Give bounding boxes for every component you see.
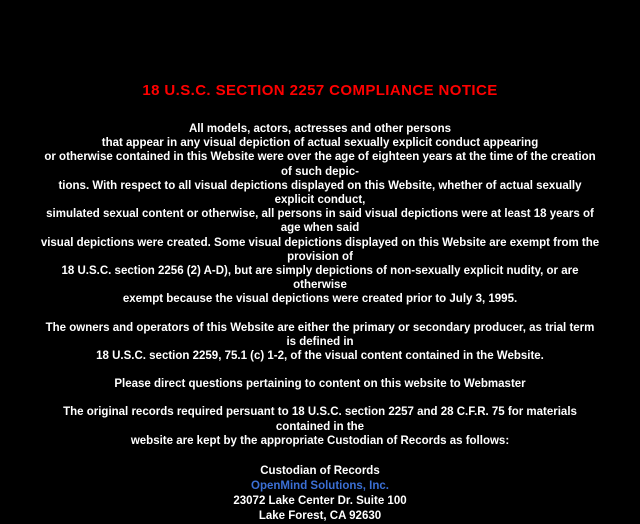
paragraph-records-location (40, 405, 600, 448)
paragraph-line: website are kept by the appropriate Custodian of Records as follows: (130, 434, 510, 447)
paragraph-line: or otherwise contained in this Website were over the age of eighteen years at the time of the creation of such depic- (44, 151, 596, 178)
paragraph-producer-status (40, 321, 600, 364)
paragraph-line: visual depictions were created. Some visual depictions displayed on this Website are exempt from the provision of (40, 236, 600, 263)
paragraph-line: that appear in any visual depiction of actual sexually explicit conduct appearing (101, 137, 539, 150)
paragraph-line: 18 U.S.C. section 2259, 75.1 (c) 1-2, of the visual content contained in the Website. (96, 350, 544, 363)
paragraph-line: The original records required persuant to 18 U.S.C. section 2257 and 28 C.F.R. 75 for materials contained in the (63, 406, 577, 433)
custodian-heading: Custodian of Records (260, 465, 380, 478)
paragraph-line: tions. With respect to all visual depictions displayed on this Website, whether of actual sexually explicit conduct, (58, 179, 582, 207)
paragraph-line: All models, actors, actresses and other persons (188, 123, 452, 135)
paragraph-age-compliance (40, 122, 600, 307)
paragraph-line: exempt because the visual depictions were created prior to July 3, 1995. (122, 293, 518, 306)
page-title: 18 U.S.C. SECTION 2257 COMPLIANCE NOTICE (142, 82, 498, 99)
paragraph-contact-webmaster (40, 377, 600, 391)
custodian-address-line-2: Lake Forest, CA 92630 (258, 510, 382, 523)
paragraph-line: The owners and operators of this Website are either the primary or secondary producer, as trial term is defined in (45, 321, 595, 348)
custodian-address-line-1: 23072 Lake Center Dr. Suite 100 (233, 495, 407, 508)
paragraph-line: Please direct questions pertaining to content on this website to Webmaster (114, 378, 526, 391)
notice-body (40, 122, 600, 524)
paragraph-line: simulated sexual content or otherwise, all persons in said visual depictions were at least 18 years of age when said (46, 208, 594, 235)
custodian-company-link[interactable]: OpenMind Solutions, Inc. (251, 480, 389, 493)
custodian-of-records-block (40, 464, 600, 524)
paragraph-line: 18 U.S.C. section 2256 (2) A-D), but are simply depictions of non-sexually explicit nudity, or are otherwise (61, 265, 579, 292)
